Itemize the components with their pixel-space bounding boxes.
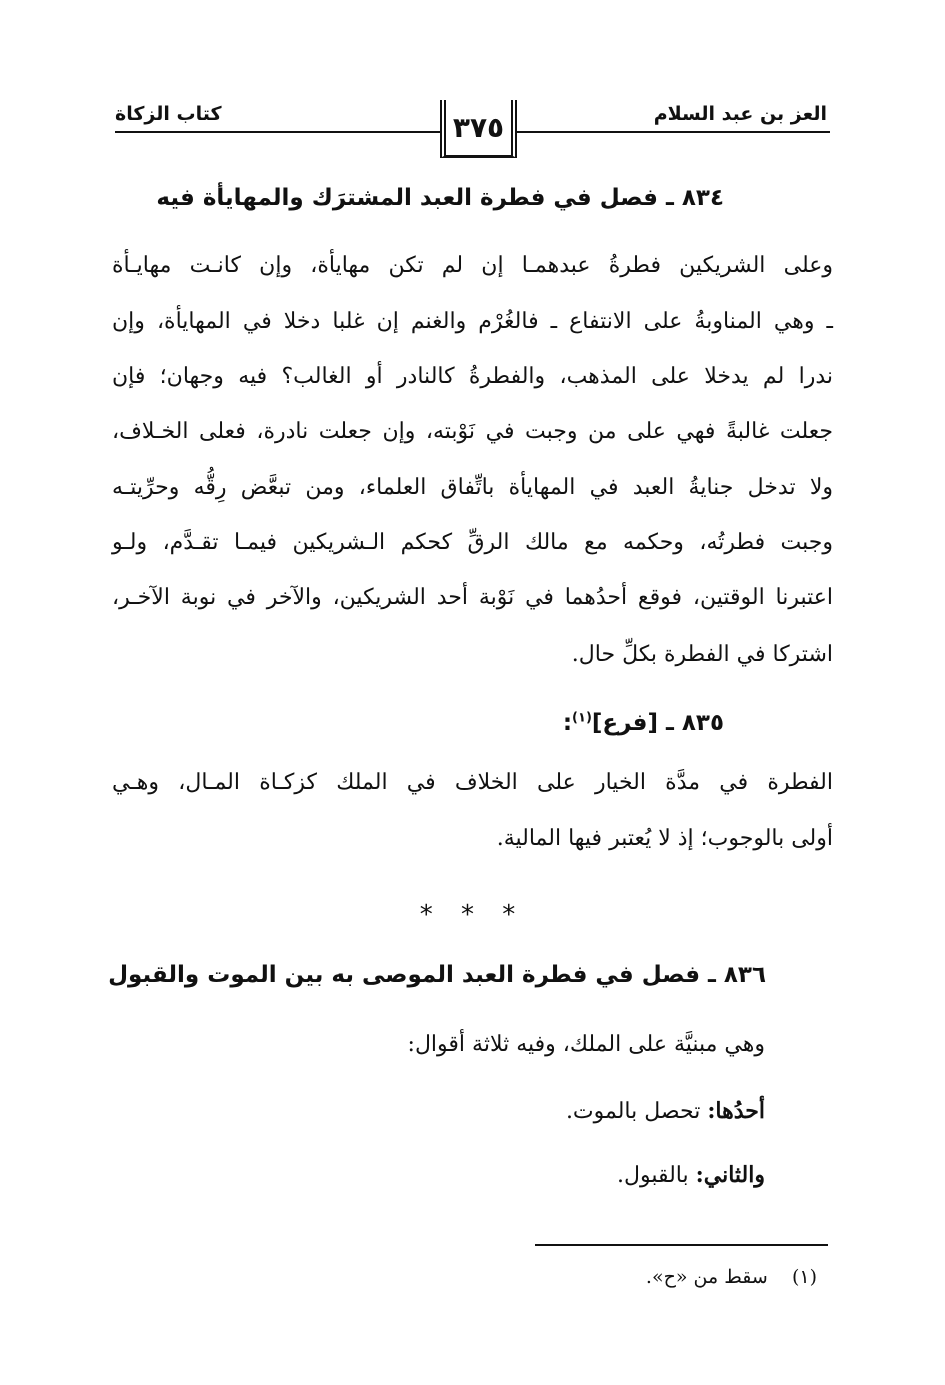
page-number-frame bbox=[440, 100, 517, 158]
header-rule-right bbox=[517, 131, 830, 133]
paragraph-line bbox=[617, 1162, 765, 1188]
paragraph-line: اشتركا في الفطرة بكلِّ حال. bbox=[571, 642, 833, 667]
section-separator: * * * bbox=[419, 900, 526, 930]
paragraph-line: ندرا لم يدخلا على المذهب، والفطرةُ كالنادر أو الغالب؟ فيه وجهان؛ فإن bbox=[112, 364, 833, 389]
footnote-rule bbox=[535, 1244, 828, 1246]
paragraph-line: الفطرة في مدَّة الخيار على الخلاف في الملك كزكـاة المـال، وهـي bbox=[112, 770, 833, 795]
second-opinion-label: والثاني: bbox=[695, 1162, 765, 1188]
footnote-text: سقط من «ح». bbox=[645, 1266, 768, 1288]
paragraph-line: ولا تدخل جنايةُ العبد في المهايأة باتِّفاق العلماء، ومن تبعَّض رِقُّه وحرِّيتـه bbox=[112, 475, 833, 500]
paragraph-line: ـ وهي المناوبةُ على الانتفاع ـ فالغُرْم والغنم إن غلبا دخلا في المهايأة، وإن bbox=[112, 309, 833, 334]
paragraph-line: وعلى الشريكين فطرةُ عبدهمـا إن لم تكن مهايأة، وإن كانـت مهايـأة bbox=[112, 253, 833, 278]
first-opinion-label: أحدُها: bbox=[707, 1098, 765, 1124]
paragraph-line bbox=[566, 1098, 765, 1124]
paragraph-line: وهي مبنيَّة على الملك، وفيه ثلاثة أقوال: bbox=[407, 1032, 765, 1057]
section-835-colon: : bbox=[562, 710, 573, 736]
section-836-heading: ٨٣٦ ـ فصل في فطرة العبد الموصى به بين الموت والقبول bbox=[108, 962, 766, 988]
book-author-title: العز بن عبد السلام bbox=[653, 103, 827, 125]
book-chapter-title: كتاب الزكاة bbox=[115, 103, 222, 125]
section-835-heading bbox=[563, 710, 724, 736]
section-834-heading: ٨٣٤ ـ فصل في فطرة العبد المشترَك والمهايأة فيه bbox=[156, 185, 724, 211]
second-opinion-text: بالقبول. bbox=[616, 1163, 689, 1188]
paragraph-line: أولى بالوجوب؛ إذ لا يُعتبر فيها المالية. bbox=[496, 826, 833, 851]
first-opinion-text: تحصل بالموت. bbox=[565, 1099, 701, 1124]
footnote-number: (١) bbox=[791, 1266, 817, 1288]
header-rule-left bbox=[115, 131, 440, 133]
paragraph-line: اعتبرنا الوقتين، فوقع أحدُهما في نَوْبة أحد الشريكين، والآخر في نوبة الآخـر، bbox=[112, 585, 833, 610]
page-header bbox=[0, 0, 945, 170]
paragraph-line: جعلت غالبةً فهي على من وجبت في نَوْبته، وإن جعلت نادرة، فعلى الخـلاف، bbox=[112, 419, 833, 444]
page-number: ٣٧٥ bbox=[452, 111, 505, 144]
footnote-ref: (١) bbox=[572, 710, 592, 726]
footnote bbox=[646, 1266, 817, 1288]
paragraph-line: وجبت فطرتُه، وحكمه مع مالك الرقِّ كحكم الـشريكين فيمـا تقـدَّم، ولـو bbox=[112, 530, 833, 555]
section-835-title: ٨٣٥ ـ [فرع] bbox=[591, 710, 724, 736]
